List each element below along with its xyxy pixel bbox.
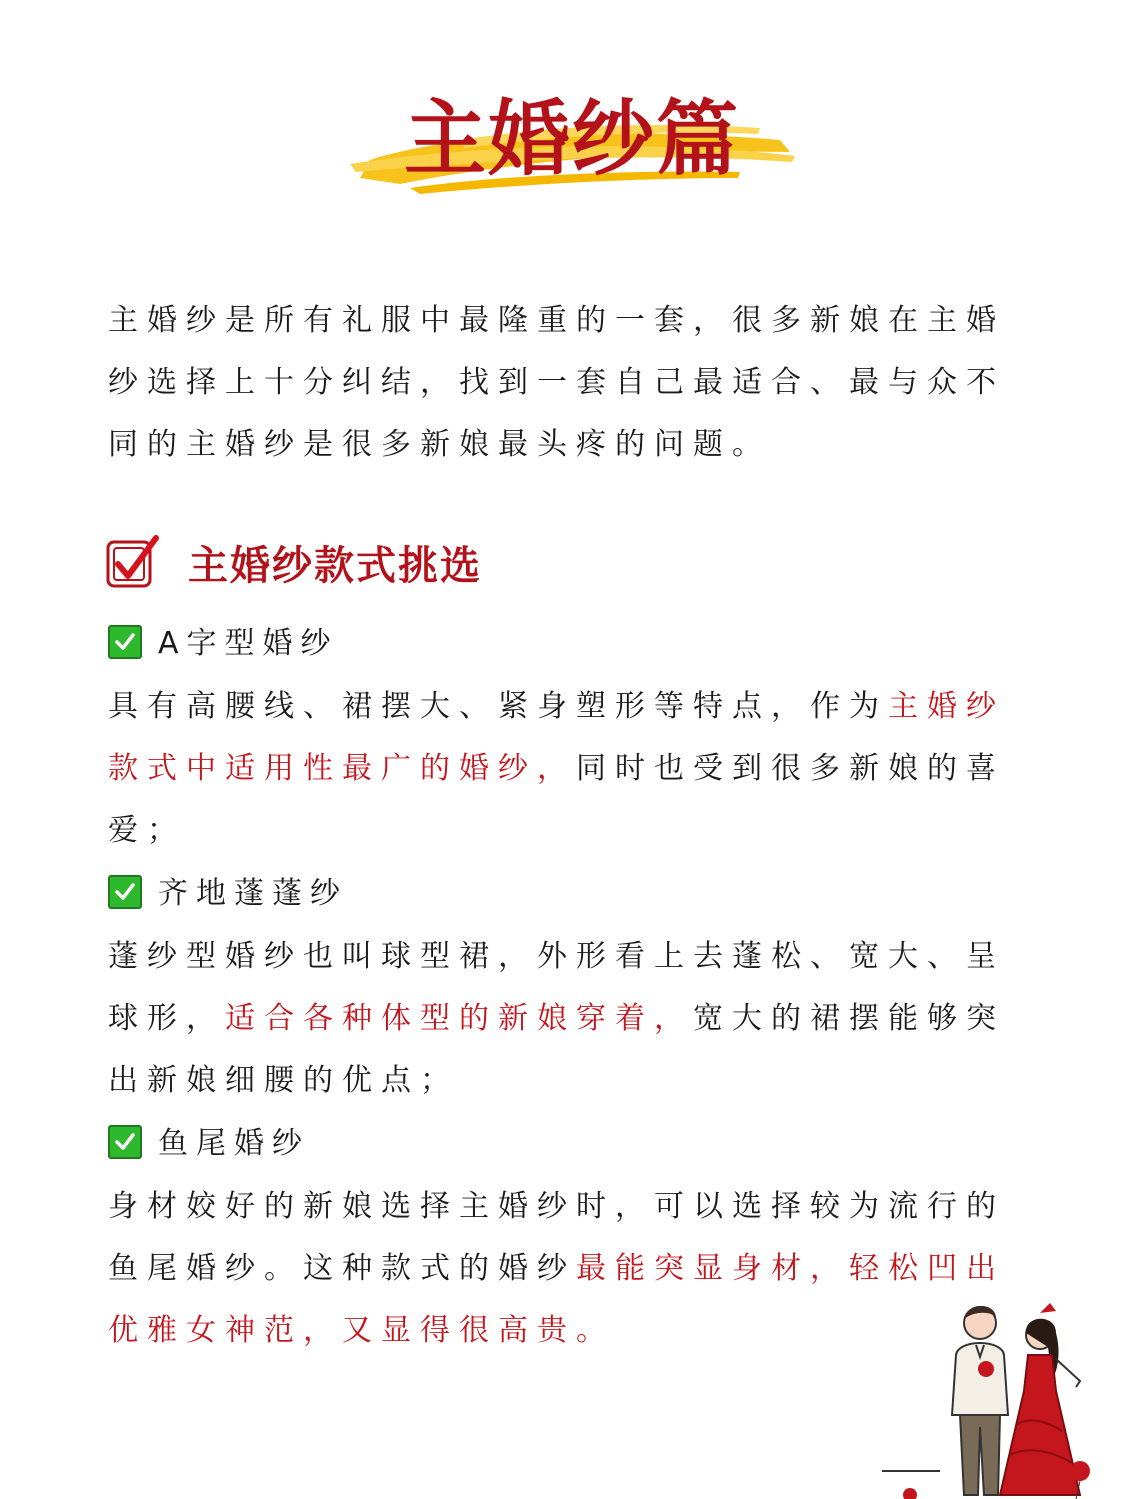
wedding-couple-illustration xyxy=(880,1295,1120,1499)
section-heading-label: 主婚纱款式挑选 xyxy=(188,543,482,589)
checked-box-icon xyxy=(104,534,160,590)
highlight-text: 最能突显身材，轻松凹出优雅女神范，又显得很高贵。 xyxy=(108,1251,1005,1348)
page-title: 主婚纱篇 xyxy=(403,91,740,187)
green-check-icon xyxy=(108,875,142,909)
item-heading-label: A字型婚纱 xyxy=(158,626,339,661)
description-text: 具有高腰线、裙摆大、紧身塑形等特点，作为 xyxy=(108,689,888,724)
description-text: 同时也受到很多新娘的喜爱； xyxy=(108,751,1005,848)
title-block xyxy=(0,60,1144,200)
description-text: 蓬纱型婚纱也叫球型裙，外形看上去蓬松、宽大、呈球形， xyxy=(108,939,1005,1036)
green-check-icon xyxy=(108,625,142,659)
green-check-icon xyxy=(108,1125,142,1159)
section-heading xyxy=(104,532,704,594)
item-heading-label: 齐地蓬蓬纱 xyxy=(158,876,348,911)
highlight-text: 适合各种体型的新娘穿着， xyxy=(225,1001,693,1036)
highlight-text: 主婚纱款式中适用性最广的婚纱， xyxy=(108,689,1005,786)
intro-paragraph: 主婚纱是所有礼服中最隆重的一套，很多新娘在主婚纱选择上十分纠结，找到一套自己最适合、最与众不同的主婚纱是很多新娘最头疼的问题。 xyxy=(108,303,1005,462)
item-description xyxy=(108,676,1018,862)
description-text: 宽大的裙摆能够突出新娘细腰的优点； xyxy=(108,1001,1005,1098)
description-text: 身材姣好的新娘选择主婚纱时，可以选择较为流行的鱼尾婚纱。这种款式的婚纱 xyxy=(108,1189,1005,1286)
item-heading-label: 鱼尾婚纱 xyxy=(158,1126,310,1161)
item-description xyxy=(108,926,1018,1112)
